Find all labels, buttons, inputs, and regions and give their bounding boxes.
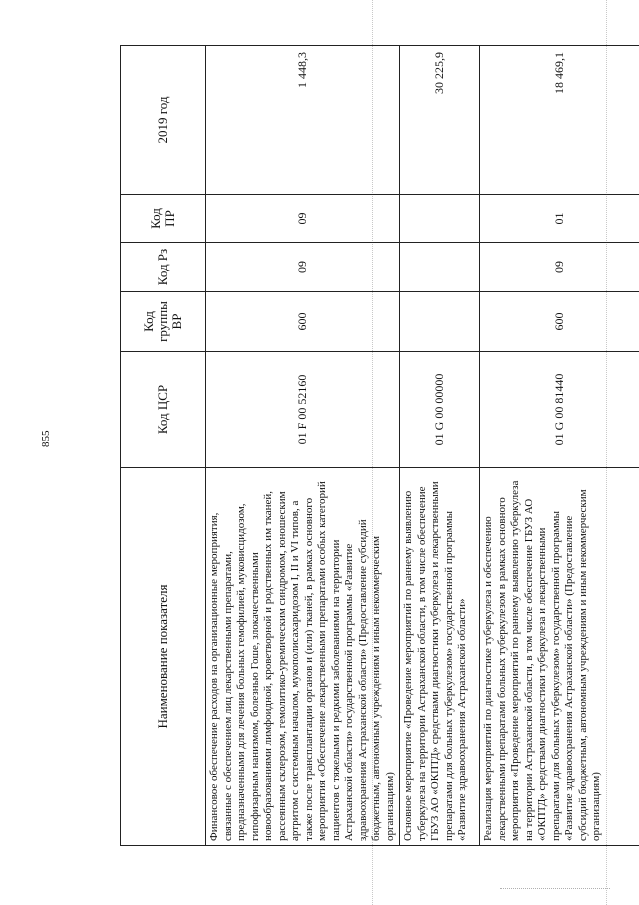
row-rz [400, 243, 480, 292]
header-pr: Код ПР [121, 195, 206, 243]
row-vr [400, 292, 480, 352]
header-name: Наименование показателя [121, 468, 206, 846]
table-row [206, 46, 400, 846]
row-csr: 01 G 00 81440 [480, 352, 639, 468]
row-value: 18 469,1 [480, 46, 639, 195]
page-number: 855 [40, 430, 52, 447]
row-pr: 01 [480, 195, 639, 243]
rotated-table-container [120, 46, 614, 846]
header-vr: Код группы ВР [121, 292, 206, 352]
scan-artifact [500, 888, 610, 889]
header-year: 2019 год [121, 46, 206, 195]
header-rz: Код Рз [121, 243, 206, 292]
table-row [480, 46, 639, 846]
row-vr: 600 [480, 292, 639, 352]
row-csr: 01 G 00 00000 [400, 352, 480, 468]
row-vr: 600 [206, 292, 400, 352]
table-row [400, 46, 480, 846]
header-row [121, 46, 206, 846]
row-rz: 09 [206, 243, 400, 292]
budget-table [120, 45, 639, 846]
row-value: 30 225,9 [400, 46, 480, 195]
row-pr [400, 195, 480, 243]
row-csr: 01 F 00 52160 [206, 352, 400, 468]
row-value: 1 448,3 [206, 46, 400, 195]
row-name: Основное мероприятие «Проведение мероприятий по раннему выявлению туберкулеза на территории Астраханской области, в том числе обеспечение ГБУЗ АО «ОКПТД» средствами диагностики туберкулеза и лекарственными препаратами для больных туберкулезом» государственной программы «Развитие здравоохранения Астраханской области» [400, 468, 480, 846]
row-rz: 09 [480, 243, 639, 292]
row-name: Реализация мероприятий по диагностике туберкулеза и обеспечению лекарственными препаратами больных туберкулезом в рамках основного мероприятия «Проведение мероприятий по раннему выявлению туберкулеза на территории Астраханской области, в том числе обеспечение ГБУЗ АО «ОКПТД» средствами диагностики туберкулеза и лекарственными препаратами для больных туберкулезом» государственной программы «Развитие здравоохранения Астраханской области» (Предоставление субсидий бюджетным, автономным учреждениям и иным некоммерческим организациям) [480, 468, 639, 846]
row-pr: 09 [206, 195, 400, 243]
header-csr: Код ЦСР [121, 352, 206, 468]
row-name: Финансовое обеспечение расходов на организационные мероприятия, связанные с обеспечением лиц лекарственными препаратами, предназначенными для лечения больных гемофилией, муковисцидозом, гипофизарным нанизмом, болезнью Гоше, злокачественными новообразованиями лимфоидной, кроветворной и родственных им тканей, рассеянным склерозом, гемолитико-уремическим синдромом, юношеским артритом с системным началом, мукополисахаридозом I, II и VI типов, а также после трансплантации органов и (или) тканей, в рамках основного мероприятия «Обеспечение лекарственными препаратами особых категорий пациентов с тяжелыми и редкими заболеваниями на территории Астраханской области» государственной программы «Развитие здравоохранения Астраханской области» (Предоставление субсидий бюджетным, автономным учреждениям и иным некоммерческим организациям) [206, 468, 400, 846]
